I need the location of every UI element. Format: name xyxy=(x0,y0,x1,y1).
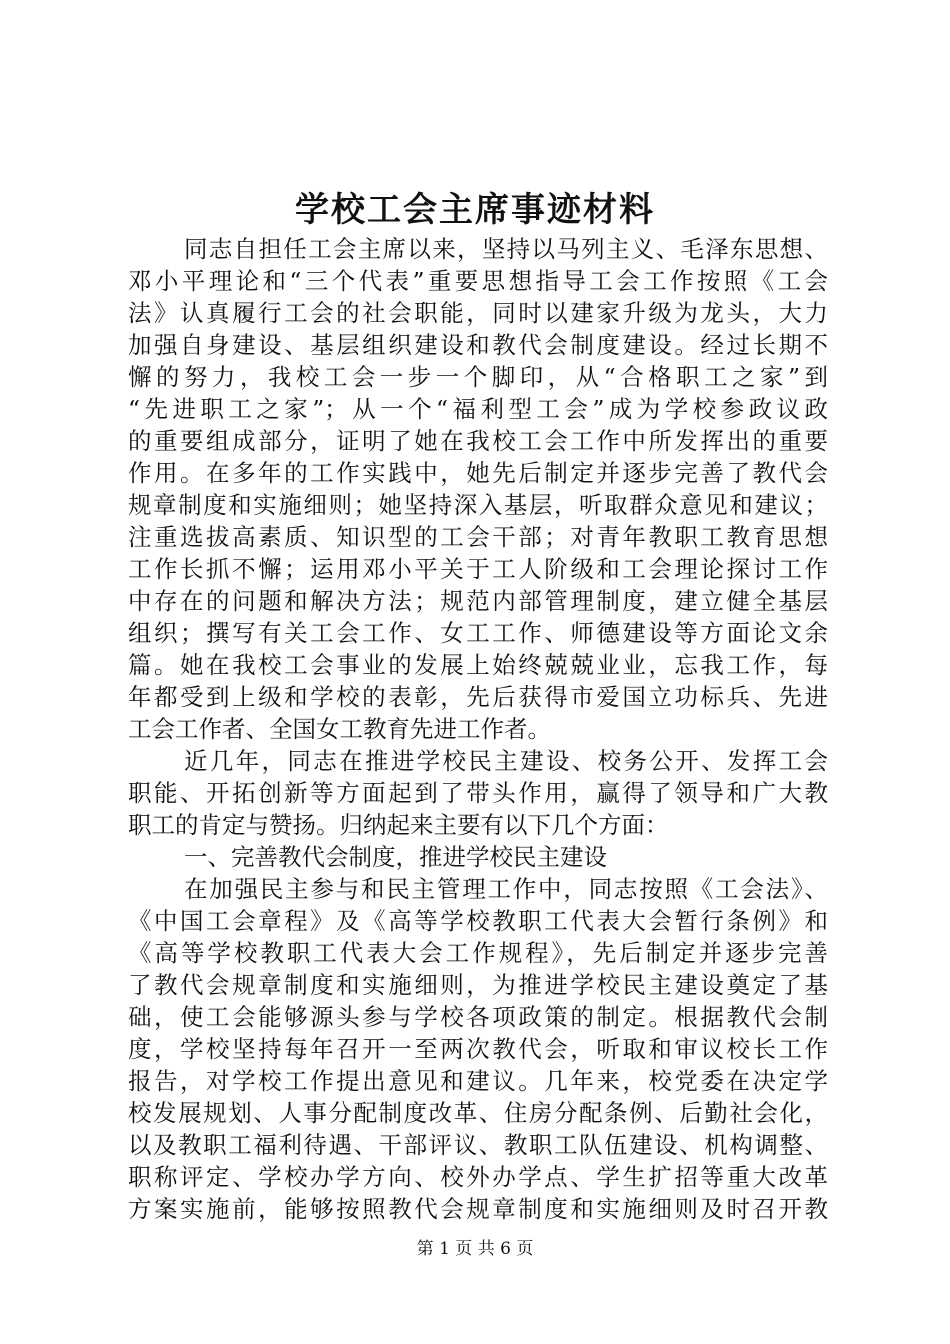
text-line: 础，使工会能够源头参与学校各项政策的制定。根据教代会制 xyxy=(128,1003,828,1031)
text-line: 的重要组成部分，证明了她在我校工会工作中所发挥出的重要 xyxy=(128,427,828,455)
text-line: “先进职工之家”；从一个“福利型工会”成为学校参政议政 xyxy=(128,395,828,423)
text-line: 以及教职工福利待遇、干部评议、教职工队伍建设、机构调整、 xyxy=(128,1131,828,1159)
text-line: 年都受到上级和学校的表彰，先后获得市爱国立功标兵、先进 xyxy=(128,683,828,711)
text-line: 邓小平理论和“三个代表”重要思想指导工会工作按照《工会 xyxy=(128,267,828,295)
text-line: 组织；撰写有关工会工作、女工工作、师德建设等方面论文余 xyxy=(128,619,828,647)
text-line: 篇。她在我校工会事业的发展上始终兢兢业业，忘我工作，每 xyxy=(128,651,828,679)
text-line: 职称评定、学校办学方向、校外办学点、学生扩招等重大改革 xyxy=(128,1163,828,1191)
page-number-footer: 第 1 页 共 6 页 xyxy=(416,1239,534,1259)
text-line: 在加强民主参与和民主管理工作中，同志按照《工会法》、 xyxy=(184,875,828,903)
text-line: 职能、开拓创新等方面起到了带头作用，赢得了领导和广大教 xyxy=(128,779,828,807)
text-line: 度，学校坚持每年召开一至两次教代会，听取和审议校长工作 xyxy=(128,1035,828,1063)
text-line: 校发展规划、人事分配制度改革、住房分配条例、后勤社会化， xyxy=(128,1099,828,1127)
text-line: 作用。在多年的工作实践中，她先后制定并逐步完善了教代会 xyxy=(128,459,828,487)
text-line: 工会工作者、全国女工教育先进工作者。 xyxy=(128,715,551,743)
text-line: 近几年，同志在推进学校民主建设、校务公开、发挥工会 xyxy=(184,747,828,775)
document-body xyxy=(128,233,828,1225)
text-line: 《中国工会章程》及《高等学校教职工代表大会暂行条例》和 xyxy=(128,907,828,935)
text-line: 法》认真履行工会的社会职能，同时以建家升级为龙头，大力 xyxy=(128,299,828,327)
text-line: 规章制度和实施细则；她坚持深入基层，听取群众意见和建议； xyxy=(128,491,828,519)
text-line: 方案实施前，能够按照教代会规章制度和实施细则及时召开教 xyxy=(128,1195,828,1223)
document-title: 学校工会主席事迹材料 xyxy=(295,190,655,230)
text-line: 注重选拔高素质、知识型的工会干部；对青年教职工教育思想 xyxy=(128,523,828,551)
text-line: 一、完善教代会制度，推进学校民主建设 xyxy=(184,843,607,871)
text-line: 懈的努力，我校工会一步一个脚印，从“合格职工之家”到 xyxy=(128,363,828,391)
text-line: 工作长抓不懈；运用邓小平关于工人阶级和工会理论探讨工作 xyxy=(128,555,828,583)
text-line: 中存在的问题和解决方法；规范内部管理制度，建立健全基层 xyxy=(128,587,828,615)
text-line: 职工的肯定与赞扬。归纳起来主要有以下几个方面： xyxy=(128,811,669,839)
text-line: 报告，对学校工作提出意见和建议。几年来，校党委在决定学 xyxy=(128,1067,828,1095)
text-line: 《高等学校教职工代表大会工作规程》，先后制定并逐步完善 xyxy=(128,939,828,967)
text-line: 加强自身建设、基层组织建设和教代会制度建设。经过长期不 xyxy=(128,331,828,359)
text-line: 同志自担任工会主席以来，坚持以马列主义、毛泽东思想、 xyxy=(184,235,828,263)
text-line: 了教代会规章制度和实施细则，为推进学校民主建设奠定了基 xyxy=(128,971,828,999)
